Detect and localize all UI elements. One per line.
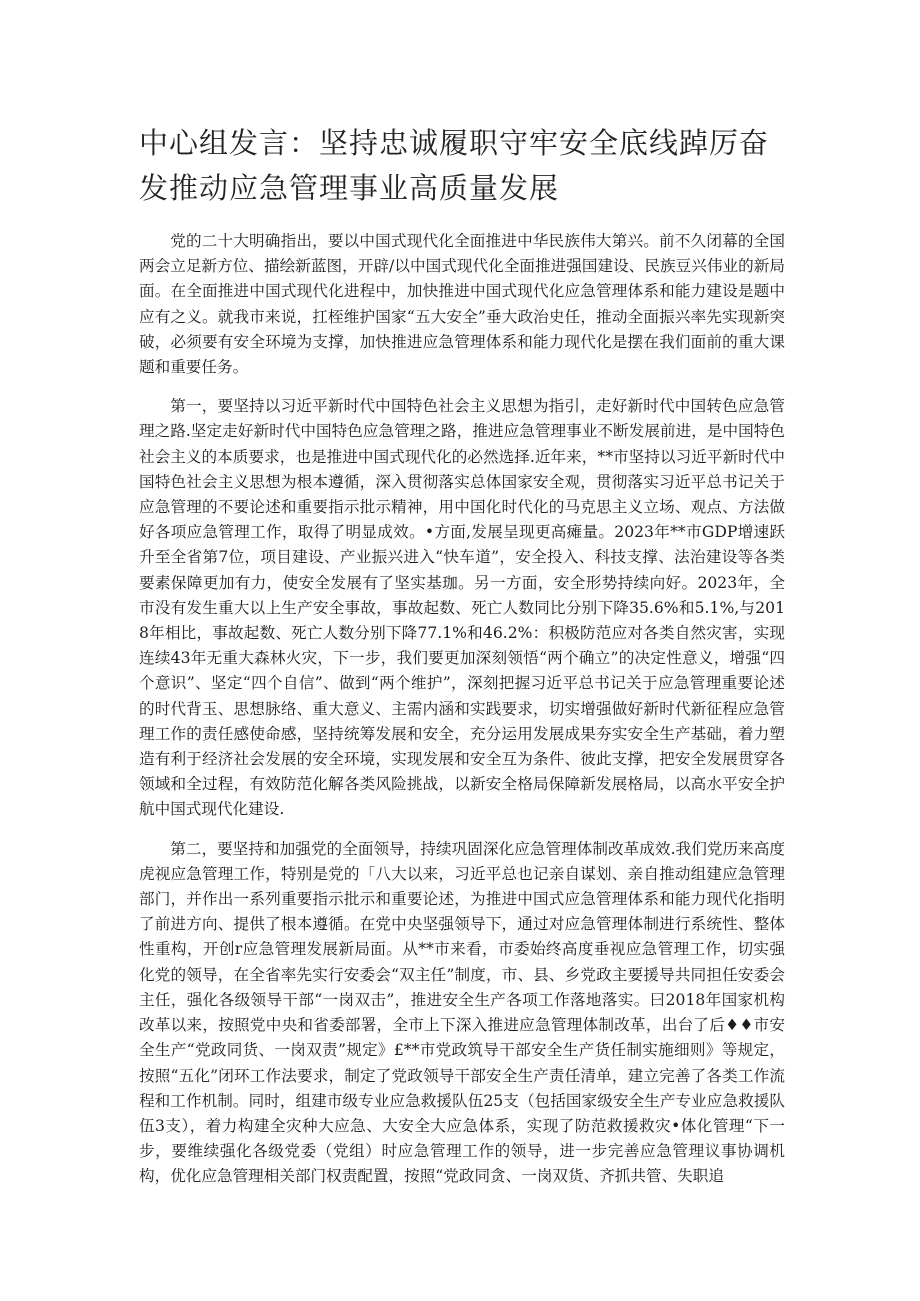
paragraph-second-point: 第二，要坚持和加强党的全面领导，持续巩固深化应急管理体制改革成效.我们党历来高度虎视应急管理工作，特别是党的「八大以来，习近平总也记亲自谋划、亲自推动组建应急管理部门，并作出一系列重要指示批示和重要论述，为推进中国式应急管理体系和能力现代化指明了前进方向、提供了根本遵循。在党中央坚强领导下，通过对应急管理体制进行系统性、整体性重构，开创r应急管理发展新局面。从**市来看，市委始终高度垂视应急管理工作，切实强化党的领导，在全省率先实行安委会“双主任”制度，市、县、乡党政主要援导共同担任安委会主任，强化各级领导干部“一岗双击”，推进安全生产各项工作落地落实。曰2018年国家机构改革以来，按照党中央和省委部署，全市上下深入推进应急管理体制改革，出台了后♦♦市安全生产“党政同货、一岗双责”规定》£**市党政筑导干部安全生产货任制实施细则》等规定，按照“五化”闭环工作法要求，制定了党政领导干部安全生产责任清单，建立完善了各类工作流程和工作机制。同时，组建市级专业应急救援队伍25支（包括国家级安全生产专业应急救援队伍3支），着力构建全灾种大应急、大安全大应急体系，实现了防范救援救灾•体化管理“下一步，要维续强化各级党委（党组）时应急管理工作的领导，进一步完善应急管理议事协调机构，优化应急管理相关部门权责配置，按照“党政同贪、一岗双货、齐抓共管、失职追 bbox=[139, 839, 785, 1186]
document-title: 中心组发言：坚持忠诚履职守牢安全底线踔厉奋发推动应急管理事业高质量发展 bbox=[139, 126, 770, 205]
paragraph-first-point: 第一，要坚持以习近平新时代中国特色社会主义思想为指引，走好新时代中国转色应急管理之路.坚定走好新时代中国特色应急管理之路，推进应急管理事业不断发展前进，是中国特色社会主义的本质要求，也是推进中国式现代化的必然选择.近年来，**市坚持以习近平新时代中国特色社会主义思想为根本遵循，深入贯彻落实总体国家安全观，贯彻落实习近平总书记关于应急管理的不要论述和重要指示批示精神，用中国化时代化的马克思主义立场、观点、方法做好各项应急管理工作，取得了明显成效。•方面,发展呈现更高瘫量。2023年**市GDP增速跃升至全省第7位，项目建设、产业振兴进入“快车道”，安全投入、科技支撑、法治建设等各类要素保障更加有力，使安全发展有了坚实基珈。另一方面，安全形势持续向好。2023年，全市没有发生重大以上生产安全事故，事故起数、死亡人数同比分别下降35.6%和5.1%,与2018年相比，事故起数、死亡人数分别下降77.1%和46.2%：积极防范应对各类自然灾害，实现连续43年无重大森林火灾，下一步，我们要更加深刻领悟“两个确立”的决定性意义，增强“四个意识”、坚定“四个自信”、做到“两个维护”，深刻把握习近平总书记关于应急管理重要论述的时代背玉、思想脉络、重大意义、主需内涵和实践要求，切实增强做好新时代新征程应急管理工作的责任感使命感，坚持统筹发展和安全，充分运用发展成果夯实安全生产基础，着力塑造有利于经济社会发展的安全环境，实现发展和安全互为条件、彼此支撑，把安全发展贯穿各领域和全过程，有效防范化解各类风险挑战，以新安全格局保障新发展格局，以高水平安全护航中国式现代化建设. bbox=[139, 397, 785, 819]
document-page bbox=[139, 121, 785, 1204]
paragraph-intro: 党的二十大明确指出，要以中国式现代化全面推进中华民族伟大第兴。前不久闭幕的全国两会立足新方位、描绘新蓝图，开辟/以中国式现代化全面推进强国建设、民族豆兴伟业的新局面。在全面推进中国式现代化进程中，加快推进中国式现代化应急管理体系和能力建设是题中应有之义。就我市来说，扛桎维护国家“五大安全”垂大政治史任，推动全面振兴率先实现新突破，必须要有安全环境为支撑，加快推进应急管理体系和能力现代化是摆在我们面前的重大课题和重要任务。 bbox=[139, 232, 785, 377]
